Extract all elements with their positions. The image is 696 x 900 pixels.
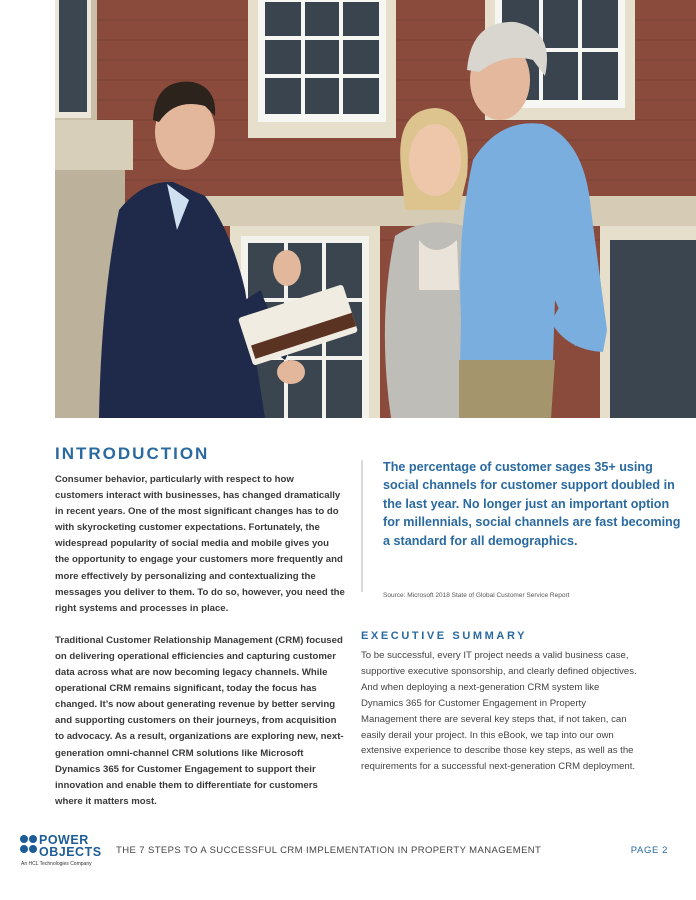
executive-summary-heading: EXECUTIVE SUMMARY <box>361 630 528 642</box>
introduction-paragraph-2: Traditional Customer Relationship Management (CRM) focused on delivering operational efficiencies and capturing customer data across what are now becoming legacy channels. While operational CRM remains significant, today the focus has changed. It’s now about generating revenue by better serving and supporting customers on their journeys, from acquisition to advocacy. As a result, organizations are exploring new, next-generation omni-channel CRM solutions like Microsoft Dynamics 365 for Customer Engagement to support their innovation and enable them to differentiate for customers where it matters most. <box>55 634 344 807</box>
hero-illustration <box>55 0 696 418</box>
pullquote-text: The percentage of customer sages 35+ using social channels for customer support doubled in the last year. No longer just an important option for millennials, social channels are fast becoming a standard for all demographics. <box>383 460 681 548</box>
executive-summary-body: To be successful, every IT project needs a valid business case, supportive executive sponsorship, and clearly defined objectives. And when deploying a next-generation CRM system like Dynamics 365 for Customer Engagement in Property Management there are several key steps that, if not taken, can easily derail your project. In this eBook, we tap into our own extensive experience to describe those key steps, as well as the requirements for a successful next-generation CRM deployment. <box>361 650 637 773</box>
hero-photo <box>55 0 696 418</box>
introduction-paragraph-1: Consumer behavior, particularly with respect to how customers interact with businesses, has changed dramatically in recent years. One of the most significant changes has to do with skyrocketing customer expectations. Fortunately, the widespread popularity of social media and mobile gives you the opportunity to engage your customers more frequently and more effectively by personalizing and contextualizing the messages you deliver to them. To do so, however, you need the right systems and processes in place. <box>55 474 345 614</box>
pullquote-rule <box>361 460 363 592</box>
page-number: PAGE 2 <box>630 845 668 856</box>
logo-dots-icon <box>20 835 38 855</box>
introduction-body <box>55 472 345 826</box>
footer-document-title: THE 7 STEPS TO A SUCCESSFUL CRM IMPLEMENTATION IN PROPERTY MANAGEMENT <box>116 845 542 856</box>
introduction-heading: INTRODUCTION <box>55 444 210 463</box>
logo-tagline: An HCL Technologies Company <box>21 861 92 867</box>
logo-wordmark-line2: OBJECTS <box>39 845 102 859</box>
pullquote-source: Source: Microsoft 2018 State of Global Customer Service Report <box>383 592 570 599</box>
logo-wordmark-line1: POWER <box>39 833 89 847</box>
power-objects-logo <box>20 833 100 873</box>
